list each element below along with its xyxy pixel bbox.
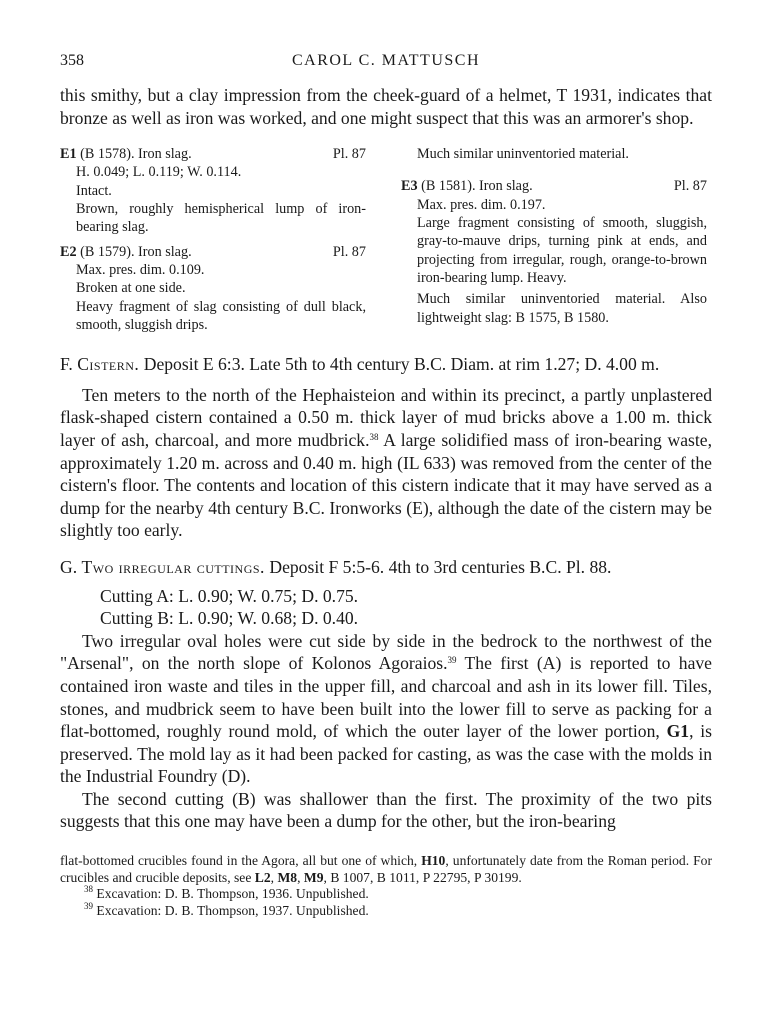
entry-description: Large fragment consisting of smooth, sluggish, gray-to-mauve drips, turning pink at ends, and projecting from irregular, rough, orange-to-brown iron-bearing lump. Heavy. (417, 215, 707, 286)
entry-ref: (B 1578). Iron slag. (80, 146, 192, 163)
section-info: Deposit F 5:5-6. 4th to 3rd centuries B.C. Pl. 88. (269, 556, 612, 577)
entry-ref: (B 1579). Iron slag. (80, 243, 192, 260)
carryover-note: Much similar uninventoried material. (417, 146, 629, 163)
footnote-text: , unfortunately date from the Roman period. For crucibles and crucible deposits, see (60, 853, 712, 885)
entry-state: Intact. (76, 182, 112, 199)
footnote-ref: 38 (369, 431, 379, 442)
catalogue-ref: G1 (666, 721, 690, 742)
footnotes (60, 853, 712, 919)
catalogue-ref: L2 (254, 869, 271, 885)
footnote-text: flat-bottomed crucibles found in the Agora, all but one of which, (60, 853, 422, 869)
footnote-carryover (60, 853, 712, 886)
cutting-b-dims: Cutting B: L. 0.90; W. 0.68; D. 0.40. (100, 608, 359, 629)
entry-dims: H. 0.049; L. 0.119; W. 0.114. (76, 164, 242, 181)
paragraph-text: The first (A) is reported to have contained iron waste and tiles in the upper fill, and charcoal and ash in its lower fill. Tiles, stones, and mudbrick seem to have been built into the lower fill to serve as packing for a flat-bottomed, roughly round mold, of which the outer layer of the lower portion, (60, 653, 712, 742)
entry-plate: Pl. 87 (332, 243, 366, 260)
entry-state: Broken at one side. (76, 280, 186, 297)
paragraph-text: , is preserved. The mold lay as it had been packed for casting, as was the case with the molds in the Industrial Foundry (D). (60, 721, 712, 787)
catalogue-entry-e2 (60, 243, 366, 334)
section-title: Two irregular cuttings. (81, 556, 265, 577)
page-header (60, 52, 712, 78)
entry-plate: Pl. 87 (673, 178, 707, 195)
paragraph-text: A large solidified mass of iron-bearing waste, approximately 1.20 m. across and 0.40 m. high (IL 633) was removed from the center of the cistern's floor. The contents and location of this cistern indicate that it may have served as a dump for the nearby 4th century B.C. Ironworks (E), although the date of the cistern may be slightly too early. (60, 429, 712, 541)
section-g-paragraph-1 (60, 630, 712, 788)
catalogue-entry-e1 (60, 145, 366, 236)
entry-id: E2 (60, 243, 77, 260)
catalogue-columns (60, 145, 712, 343)
entry-note: Much similar uninventoried material. Also lightweight slag: B 1575, B 1580. (417, 291, 707, 326)
catalogue-entry-e3 (401, 177, 707, 326)
catalogue-right-column (401, 145, 707, 327)
entry-dims: Max. pres. dim. 0.109. (76, 261, 205, 278)
cutting-a-dims: Cutting A: L. 0.90; W. 0.75; D. 0.75. (100, 585, 359, 606)
footnote-38 (60, 886, 712, 903)
footnote-mark: 39 (84, 900, 93, 911)
footnote-text: , (297, 869, 304, 885)
catalogue-ref: M9 (303, 869, 324, 885)
footnote-39 (60, 900, 712, 920)
paragraph-text: Two irregular oval holes were cut side by side in the bedrock to the northwest of the "Arsenal", on the north slope of Kolonos Agoraios. (60, 630, 712, 674)
section-g-paragraph-2: The second cutting (B) was shallower than the first. The proximity of the two pits suggests that this one may have been a dump for the other, but the iron-bearing (60, 788, 712, 832)
entry-ref: (B 1581). Iron slag. (421, 178, 533, 195)
catalogue-left-column (60, 145, 366, 334)
entry-dims: Max. pres. dim. 0.197. (417, 196, 546, 213)
page (60, 52, 712, 919)
section-f-paragraph (60, 384, 712, 542)
section-g-heading (60, 556, 712, 579)
footnote-text: Excavation: D. B. Thompson, 1936. Unpublished. (93, 886, 369, 902)
entry-id: E1 (60, 146, 77, 163)
entry-plate: Pl. 87 (332, 146, 366, 163)
running-head: CAROL C. MATTUSCH (291, 52, 481, 69)
entry-id: E3 (401, 178, 418, 195)
footnote-text: , B 1007, B 1011, P 22795, P 30199. (323, 869, 522, 885)
section-f-heading (60, 353, 712, 376)
section-info: Deposit E 6:3. Late 5th to 4th century B.C. Diam. at rim 1.27; D. 4.00 m. (143, 354, 660, 375)
footnote-text: Excavation: D. B. Thompson, 1937. Unpublished. (93, 902, 369, 918)
footnote-text: , (270, 869, 278, 885)
section-letter: F. (60, 354, 73, 375)
intro-paragraph: this smithy, but a clay impression from the cheek-guard of a helmet, T 1931, indicates that bronze as well as iron was worked, and one might suspect that this was an armorer's shop. (60, 85, 712, 128)
catalogue-ref: M8 (277, 869, 298, 885)
footnote-ref: 39 (447, 655, 457, 666)
paragraph-text: Ten meters to the north of the Hephaisteion and within its precinct, a partly unplastered flask-shaped cistern contained a 0.50 m. thick layer of mud bricks above a 1.00 m. thick layer of ash, charcoal, and more mudbrick. (60, 384, 712, 450)
section-title: Cistern. (77, 354, 140, 375)
entry-description: Heavy fragment of slag consisting of dull black, smooth, sluggish drips. (76, 298, 366, 333)
footnote-mark: 38 (84, 884, 93, 895)
entry-description: Brown, roughly hemispherical lump of iron-bearing slag. (76, 201, 366, 236)
catalogue-ref: H10 (421, 853, 446, 869)
page-number: 358 (60, 52, 84, 69)
section-letter: G. (60, 556, 78, 577)
